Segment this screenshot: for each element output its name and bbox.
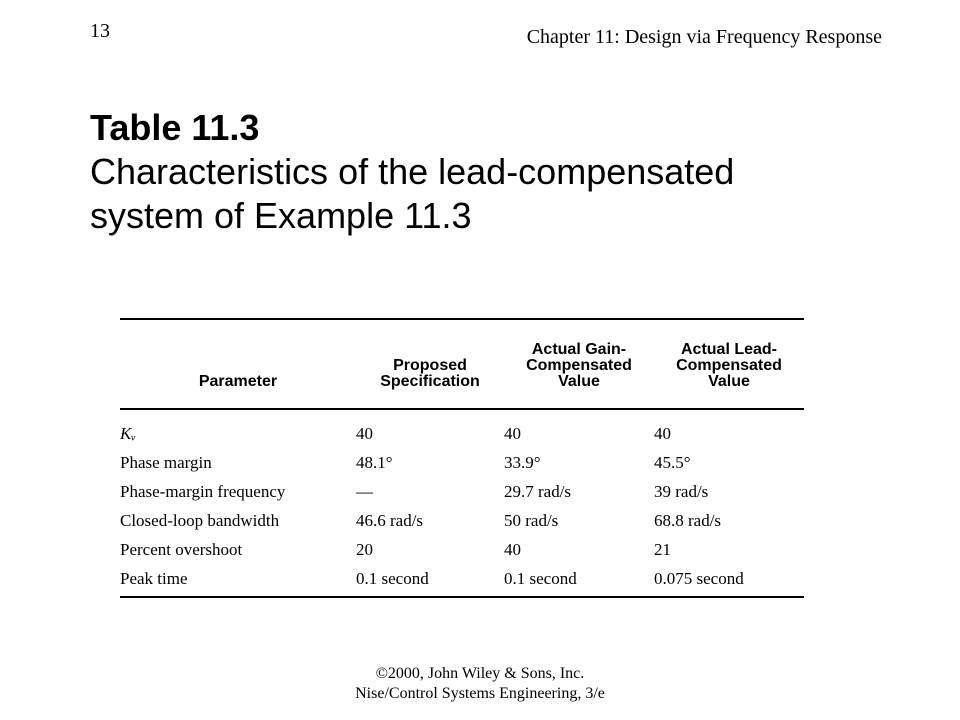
cell-lead: 68.8 rad/s	[654, 510, 722, 530]
cell-gain: 33.9°	[504, 452, 541, 472]
slide-title	[90, 106, 890, 238]
header-gain-line: Compensated	[526, 357, 632, 374]
cell-lead: 39 rad/s	[654, 481, 709, 501]
cell-lead: 0.075 second	[654, 568, 744, 588]
cell-parameter: Peak time	[120, 568, 188, 588]
header-parameter	[120, 319, 356, 409]
cell-parameter: Kᵥ	[120, 423, 137, 443]
cell-lead: 21	[654, 539, 671, 559]
characteristics-table	[120, 318, 804, 598]
cell-proposed: 0.1 second	[356, 568, 429, 588]
header-gain	[504, 319, 654, 409]
header-parameter-label: Parameter	[198, 373, 278, 390]
cell-parameter: Closed-loop bandwidth	[120, 510, 280, 530]
cell-parameter: Phase-margin frequency	[120, 481, 286, 501]
footer-copyright	[0, 664, 960, 704]
table-heading: Table 11.3	[90, 107, 260, 148]
cell-parameter: Percent overshoot	[120, 539, 243, 559]
cell-proposed: 48.1°	[356, 452, 393, 472]
footer-line-1: ©2000, John Wiley & Sons, Inc.	[375, 665, 585, 682]
cell-proposed: 20	[356, 539, 373, 559]
footer-line-2: Nise/Control Systems Engineering, 3/e	[355, 685, 605, 702]
table-row	[120, 506, 804, 535]
cell-gain: 0.1 second	[504, 568, 577, 588]
cell-lead: 45.5°	[654, 452, 691, 472]
header-lead	[654, 319, 804, 409]
table-row	[120, 448, 804, 477]
characteristics-table-container	[120, 318, 804, 598]
cell-proposed: —	[356, 481, 373, 501]
title-line-1: Characteristics of the lead-compensated	[90, 151, 735, 192]
title-line-2: system of Example 11.3	[90, 195, 472, 236]
table-row	[120, 535, 804, 564]
table-row	[120, 409, 804, 448]
cell-parameter: Phase margin	[120, 452, 212, 472]
header-gain-line: Actual Gain-	[531, 341, 627, 358]
header-lead-line: Compensated	[676, 357, 782, 374]
header-proposed-line: Proposed	[393, 357, 467, 374]
cell-proposed: 46.6 rad/s	[356, 510, 424, 530]
table-row	[120, 477, 804, 506]
cell-gain: 40	[504, 423, 521, 443]
header-lead-line: Actual Lead-	[680, 341, 777, 358]
cell-lead: 40	[654, 423, 671, 443]
header-gain-line: Value	[558, 373, 600, 390]
chapter-title: Chapter 11: Design via Frequency Response	[526, 26, 882, 48]
header-proposed	[356, 319, 504, 409]
header-proposed-line: Specification	[380, 373, 480, 390]
table-row	[120, 564, 804, 597]
table-header-row	[120, 319, 804, 409]
cell-proposed: 40	[356, 423, 373, 443]
header-lead-line: Value	[708, 373, 750, 390]
cell-gain: 50 rad/s	[504, 510, 559, 530]
cell-gain: 40	[504, 539, 521, 559]
cell-gain: 29.7 rad/s	[504, 481, 572, 501]
page-number: 13	[90, 20, 110, 42]
